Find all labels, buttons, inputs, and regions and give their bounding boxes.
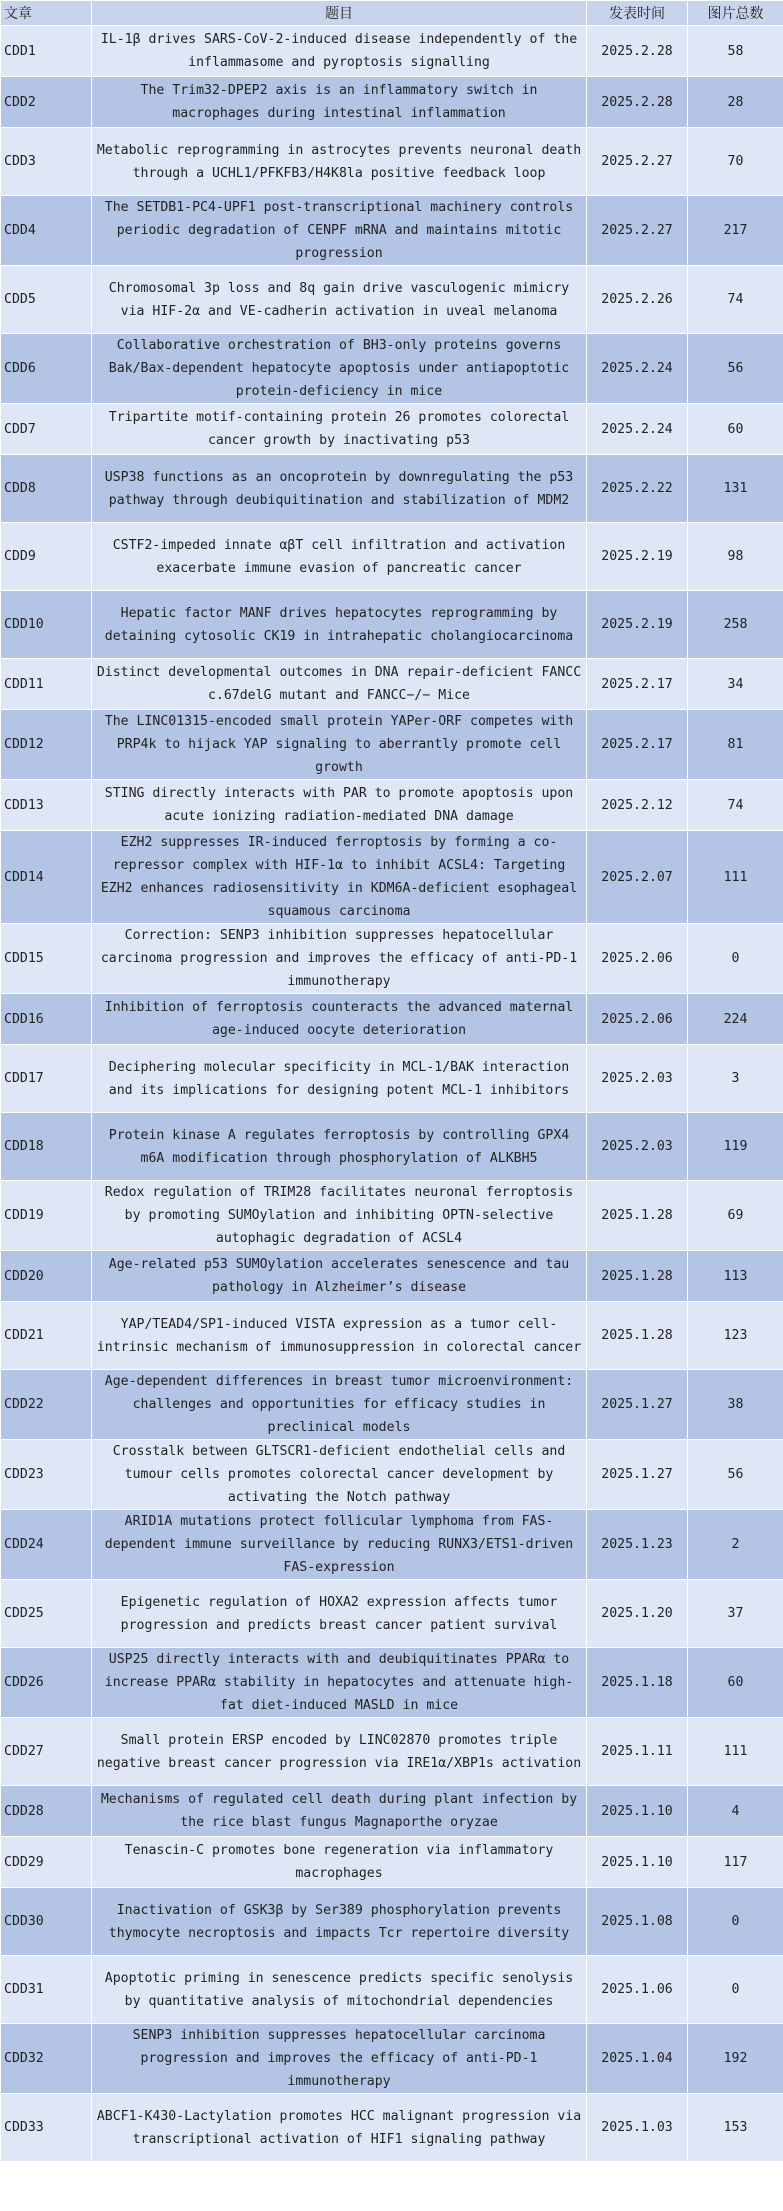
article-id-cell: CDD19 <box>1 1181 92 1251</box>
figure-count-cell: 224 <box>688 994 783 1045</box>
table-row <box>1 1113 783 1181</box>
figure-count-cell: 3 <box>688 1045 783 1113</box>
article-id-cell: CDD3 <box>1 128 92 196</box>
table-row <box>1 77 783 128</box>
table-row <box>1 455 783 523</box>
publish-date-cell: 2025.2.24 <box>587 404 688 455</box>
publish-date-cell: 2025.1.20 <box>587 1580 688 1648</box>
article-id-cell: CDD7 <box>1 404 92 455</box>
table-row <box>1 1837 783 1888</box>
article-id-cell: CDD11 <box>1 659 92 710</box>
publish-date-cell: 2025.1.28 <box>587 1181 688 1251</box>
figure-count-cell: 38 <box>688 1370 783 1440</box>
table-row <box>1 523 783 591</box>
title-cell: Epigenetic regulation of HOXA2 expression affects tumor progression and predicts breast cancer patient survival <box>92 1580 587 1648</box>
article-id-cell: CDD8 <box>1 455 92 523</box>
title-cell: IL-1β drives SARS-CoV-2-induced disease independently of the inflammasome and pyroptosis signalling <box>92 26 587 77</box>
figure-count-cell: 74 <box>688 780 783 831</box>
publish-date-cell: 2025.1.03 <box>587 2094 688 2162</box>
table-row <box>1 2094 783 2162</box>
title-cell: Small protein ERSP encoded by LINC02870 promotes triple negative breast cancer progression via IRE1α/XBP1s activation <box>92 1718 587 1786</box>
title-cell: EZH2 suppresses IR-induced ferroptosis by forming a co-repressor complex with HIF-1α to inhibit ACSL4: Targeting EZH2 enhances radiosensitivity in KDM6A-deficient esophageal squamous carcinoma <box>92 831 587 924</box>
title-cell: Apoptotic priming in senescence predicts specific senolysis by quantitative analysis of mitochondrial dependencies <box>92 1956 587 2024</box>
figure-count-cell: 0 <box>688 1956 783 2024</box>
publish-date-cell: 2025.2.22 <box>587 455 688 523</box>
article-id-cell: CDD25 <box>1 1580 92 1648</box>
article-id-cell: CDD27 <box>1 1718 92 1786</box>
figure-count-cell: 56 <box>688 334 783 404</box>
title-cell: USP25 directly interacts with and deubiquitinates PPARα to increase PPARα stability in hepatocytes and attenuate high-fat diet-induced MASLD in mice <box>92 1648 587 1718</box>
title-cell: USP38 functions as an oncoprotein by downregulating the p53 pathway through deubiquitination and stabilization of MDM2 <box>92 455 587 523</box>
title-cell: The SETDB1-PC4-UPF1 post-transcriptional machinery controls periodic degradation of CENPF mRNA and maintains mitotic progression <box>92 196 587 266</box>
article-id-cell: CDD2 <box>1 77 92 128</box>
table-row <box>1 1510 783 1580</box>
publish-date-cell: 2025.2.07 <box>587 831 688 924</box>
title-cell: The Trim32-DPEP2 axis is an inflammatory switch in macrophages during intestinal inflammation <box>92 77 587 128</box>
article-id-cell: CDD22 <box>1 1370 92 1440</box>
figure-count-cell: 28 <box>688 77 783 128</box>
publish-date-cell: 2025.2.17 <box>587 710 688 780</box>
publish-date-cell: 2025.2.27 <box>587 196 688 266</box>
header-count: 图片总数 <box>688 1 783 26</box>
article-id-cell: CDD6 <box>1 334 92 404</box>
table-row <box>1 1302 783 1370</box>
title-cell: YAP/TEAD4/SP1-induced VISTA expression as a tumor cell-intrinsic mechanism of immunosuppression in colorectal cancer <box>92 1302 587 1370</box>
figure-count-cell: 258 <box>688 591 783 659</box>
figure-count-cell: 34 <box>688 659 783 710</box>
publish-date-cell: 2025.2.06 <box>587 994 688 1045</box>
title-cell: Redox regulation of TRIM28 facilitates neuronal ferroptosis by promoting SUMOylation and inhibiting OPTN-selective autophagic degradation of ACSL4 <box>92 1181 587 1251</box>
title-cell: Collaborative orchestration of BH3-only proteins governs Bak/Bax-dependent hepatocyte apoptosis under antiapoptotic protein-deficiency in mice <box>92 334 587 404</box>
figure-count-cell: 0 <box>688 924 783 994</box>
figure-count-cell: 58 <box>688 26 783 77</box>
title-cell: ARID1A mutations protect follicular lymphoma from FAS-dependent immune surveillance by reducing RUNX3/ETS1-driven FAS-expression <box>92 1510 587 1580</box>
publish-date-cell: 2025.1.28 <box>587 1302 688 1370</box>
article-id-cell: CDD29 <box>1 1837 92 1888</box>
table-row <box>1 780 783 831</box>
publish-date-cell: 2025.2.12 <box>587 780 688 831</box>
title-cell: Tripartite motif-containing protein 26 promotes colorectal cancer growth by inactivating p53 <box>92 404 587 455</box>
header-article: 文章 <box>1 1 92 26</box>
article-id-cell: CDD32 <box>1 2024 92 2094</box>
article-id-cell: CDD24 <box>1 1510 92 1580</box>
article-id-cell: CDD20 <box>1 1251 92 1302</box>
figure-count-cell: 60 <box>688 1648 783 1718</box>
header-title: 题目 <box>92 1 587 26</box>
title-cell: Metabolic reprogramming in astrocytes prevents neuronal death through a UCHL1/PFKFB3/H4K8la positive feedback loop <box>92 128 587 196</box>
title-cell: ABCF1-K430-Lactylation promotes HCC malignant progression via transcriptional activation of HIF1 signaling pathway <box>92 2094 587 2162</box>
title-cell: The LINC01315-encoded small protein YAPer-ORF competes with PRP4k to hijack YAP signaling to aberrantly promote cell growth <box>92 710 587 780</box>
table-row <box>1 1181 783 1251</box>
table-row <box>1 266 783 334</box>
publish-date-cell: 2025.2.19 <box>587 523 688 591</box>
table-row <box>1 1580 783 1648</box>
figure-count-cell: 111 <box>688 1718 783 1786</box>
publish-date-cell: 2025.1.18 <box>587 1648 688 1718</box>
title-cell: Crosstalk between GLTSCR1-deficient endothelial cells and tumour cells promotes colorectal cancer development by activating the Notch pathway <box>92 1440 587 1510</box>
title-cell: Inactivation of GSK3β by Ser389 phosphorylation prevents thymocyte necroptosis and impacts Tcr repertoire diversity <box>92 1888 587 1956</box>
table-row <box>1 1251 783 1302</box>
article-id-cell: CDD17 <box>1 1045 92 1113</box>
title-cell: SENP3 inhibition suppresses hepatocellular carcinoma progression and improves the efficacy of anti-PD-1 immunotherapy <box>92 2024 587 2094</box>
table-row <box>1 924 783 994</box>
figure-count-cell: 153 <box>688 2094 783 2162</box>
publish-date-cell: 2025.1.04 <box>587 2024 688 2094</box>
title-cell: Mechanisms of regulated cell death during plant infection by the rice blast fungus Magnaporthe oryzae <box>92 1786 587 1837</box>
table-row <box>1 710 783 780</box>
publish-date-cell: 2025.2.26 <box>587 266 688 334</box>
table-row <box>1 26 783 77</box>
table-row <box>1 1648 783 1718</box>
title-cell: CSTF2-impeded innate αβT cell infiltration and activation exacerbate immune evasion of pancreatic cancer <box>92 523 587 591</box>
article-id-cell: CDD31 <box>1 1956 92 2024</box>
article-id-cell: CDD14 <box>1 831 92 924</box>
title-cell: Hepatic factor MANF drives hepatocytes reprogramming by detaining cytosolic CK19 in intrahepatic cholangiocarcinoma <box>92 591 587 659</box>
publish-date-cell: 2025.1.28 <box>587 1251 688 1302</box>
figure-count-cell: 70 <box>688 128 783 196</box>
publish-date-cell: 2025.1.27 <box>587 1440 688 1510</box>
figure-count-cell: 69 <box>688 1181 783 1251</box>
article-id-cell: CDD9 <box>1 523 92 591</box>
table-row <box>1 128 783 196</box>
figure-count-cell: 117 <box>688 1837 783 1888</box>
title-cell: STING directly interacts with PAR to promote apoptosis upon acute ionizing radiation-mediated DNA damage <box>92 780 587 831</box>
publish-date-cell: 2025.1.10 <box>587 1837 688 1888</box>
figure-count-cell: 2 <box>688 1510 783 1580</box>
figure-count-cell: 37 <box>688 1580 783 1648</box>
title-cell: Tenascin-C promotes bone regeneration via inflammatory macrophages <box>92 1837 587 1888</box>
article-id-cell: CDD12 <box>1 710 92 780</box>
figure-count-cell: 111 <box>688 831 783 924</box>
article-id-cell: CDD16 <box>1 994 92 1045</box>
header-date: 发表时间 <box>587 1 688 26</box>
publish-date-cell: 2025.1.06 <box>587 1956 688 2024</box>
table-row <box>1 1956 783 2024</box>
figure-count-cell: 113 <box>688 1251 783 1302</box>
publish-date-cell: 2025.2.19 <box>587 591 688 659</box>
title-cell: Age-related p53 SUMOylation accelerates senescence and tau pathology in Alzheimer’s disease <box>92 1251 587 1302</box>
article-id-cell: CDD4 <box>1 196 92 266</box>
article-id-cell: CDD30 <box>1 1888 92 1956</box>
publish-date-cell: 2025.1.11 <box>587 1718 688 1786</box>
table-row <box>1 591 783 659</box>
publish-date-cell: 2025.1.10 <box>587 1786 688 1837</box>
publish-date-cell: 2025.2.24 <box>587 334 688 404</box>
publish-date-cell: 2025.2.03 <box>587 1045 688 1113</box>
figure-count-cell: 119 <box>688 1113 783 1181</box>
table-row <box>1 831 783 924</box>
publish-date-cell: 2025.1.23 <box>587 1510 688 1580</box>
figure-count-cell: 131 <box>688 455 783 523</box>
figure-count-cell: 56 <box>688 1440 783 1510</box>
table-row <box>1 196 783 266</box>
table-row <box>1 1370 783 1440</box>
table-row <box>1 994 783 1045</box>
table-row <box>1 404 783 455</box>
article-id-cell: CDD23 <box>1 1440 92 1510</box>
table-row <box>1 1718 783 1786</box>
title-cell: Age-dependent differences in breast tumor microenvironment: challenges and opportunities for efficacy studies in preclinical models <box>92 1370 587 1440</box>
figure-count-cell: 98 <box>688 523 783 591</box>
article-id-cell: CDD1 <box>1 26 92 77</box>
table-row <box>1 659 783 710</box>
title-cell: Inhibition of ferroptosis counteracts the advanced maternal age-induced oocyte deterioration <box>92 994 587 1045</box>
title-cell: Correction: SENP3 inhibition suppresses hepatocellular carcinoma progression and improves the efficacy of anti-PD-1 immunotherapy <box>92 924 587 994</box>
figure-count-cell: 192 <box>688 2024 783 2094</box>
publish-date-cell: 2025.2.03 <box>587 1113 688 1181</box>
article-id-cell: CDD26 <box>1 1648 92 1718</box>
article-id-cell: CDD13 <box>1 780 92 831</box>
publish-date-cell: 2025.1.08 <box>587 1888 688 1956</box>
article-id-cell: CDD18 <box>1 1113 92 1181</box>
table-row <box>1 334 783 404</box>
article-id-cell: CDD10 <box>1 591 92 659</box>
article-id-cell: CDD33 <box>1 2094 92 2162</box>
publish-date-cell: 2025.1.27 <box>587 1370 688 1440</box>
header-row <box>1 1 783 26</box>
figure-count-cell: 4 <box>688 1786 783 1837</box>
figure-count-cell: 81 <box>688 710 783 780</box>
figure-count-cell: 123 <box>688 1302 783 1370</box>
table-row <box>1 1786 783 1837</box>
figure-count-cell: 217 <box>688 196 783 266</box>
table-row <box>1 1045 783 1113</box>
publish-date-cell: 2025.2.28 <box>587 26 688 77</box>
figure-count-cell: 60 <box>688 404 783 455</box>
title-cell: Protein kinase A regulates ferroptosis by controlling GPX4 m6A modification through phosphorylation of ALKBH5 <box>92 1113 587 1181</box>
publish-date-cell: 2025.2.27 <box>587 128 688 196</box>
article-id-cell: CDD28 <box>1 1786 92 1837</box>
table-row <box>1 2024 783 2094</box>
figure-count-cell: 0 <box>688 1888 783 1956</box>
article-id-cell: CDD15 <box>1 924 92 994</box>
publish-date-cell: 2025.2.28 <box>587 77 688 128</box>
table-row <box>1 1440 783 1510</box>
article-id-cell: CDD21 <box>1 1302 92 1370</box>
figure-count-cell: 74 <box>688 266 783 334</box>
publish-date-cell: 2025.2.17 <box>587 659 688 710</box>
title-cell: Deciphering molecular specificity in MCL-1/BAK interaction and its implications for designing potent MCL-1 inhibitors <box>92 1045 587 1113</box>
publish-date-cell: 2025.2.06 <box>587 924 688 994</box>
title-cell: Distinct developmental outcomes in DNA repair-deficient FANCC c.67delG mutant and FANCC−/− Mice <box>92 659 587 710</box>
table-row <box>1 1888 783 1956</box>
article-id-cell: CDD5 <box>1 266 92 334</box>
title-cell: Chromosomal 3p loss and 8q gain drive vasculogenic mimicry via HIF-2α and VE-cadherin activation in uveal melanoma <box>92 266 587 334</box>
